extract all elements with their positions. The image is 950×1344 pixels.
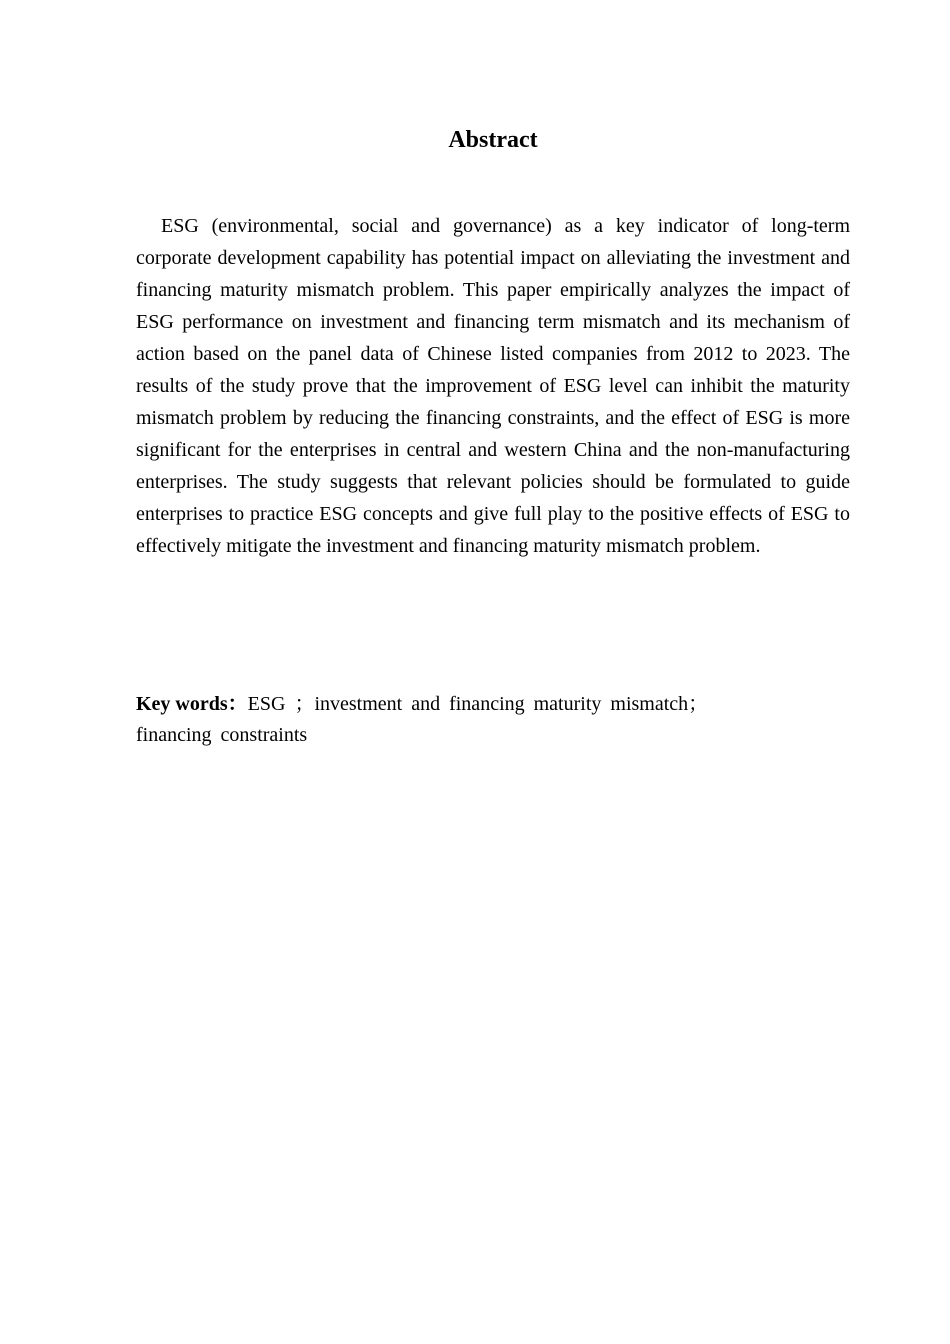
abstract-body: ESG (environmental, social and governance) as a key indicator of long-term corporate development capability has potential impact on alleviating the investment and financing maturity mismatch problem. This paper empirically analyzes the impact of ESG performance on investment and financing term mismatch and its mechanism of action based on the panel data of Chinese listed companies from 2012 to 2023. The results of the study prove that the improvement of ESG level can inhibit the maturity mismatch problem by reducing the financing constraints, and the effect of ESG is more significant for the enterprises in central and western China and the non-manufacturing enterprises. The study suggests that relevant policies should be formulated to guide enterprises to practice ESG concepts and give full play to the positive effects of ESG to effectively mitigate the investment and financing maturity mismatch problem. <box>136 215 850 557</box>
keywords-text: ESG ；investment and financing maturity mismatch； financing constraints <box>136 693 709 746</box>
keywords-label: Key words： <box>136 693 248 715</box>
keywords-line <box>136 689 786 751</box>
abstract-title: Abstract <box>448 127 538 153</box>
